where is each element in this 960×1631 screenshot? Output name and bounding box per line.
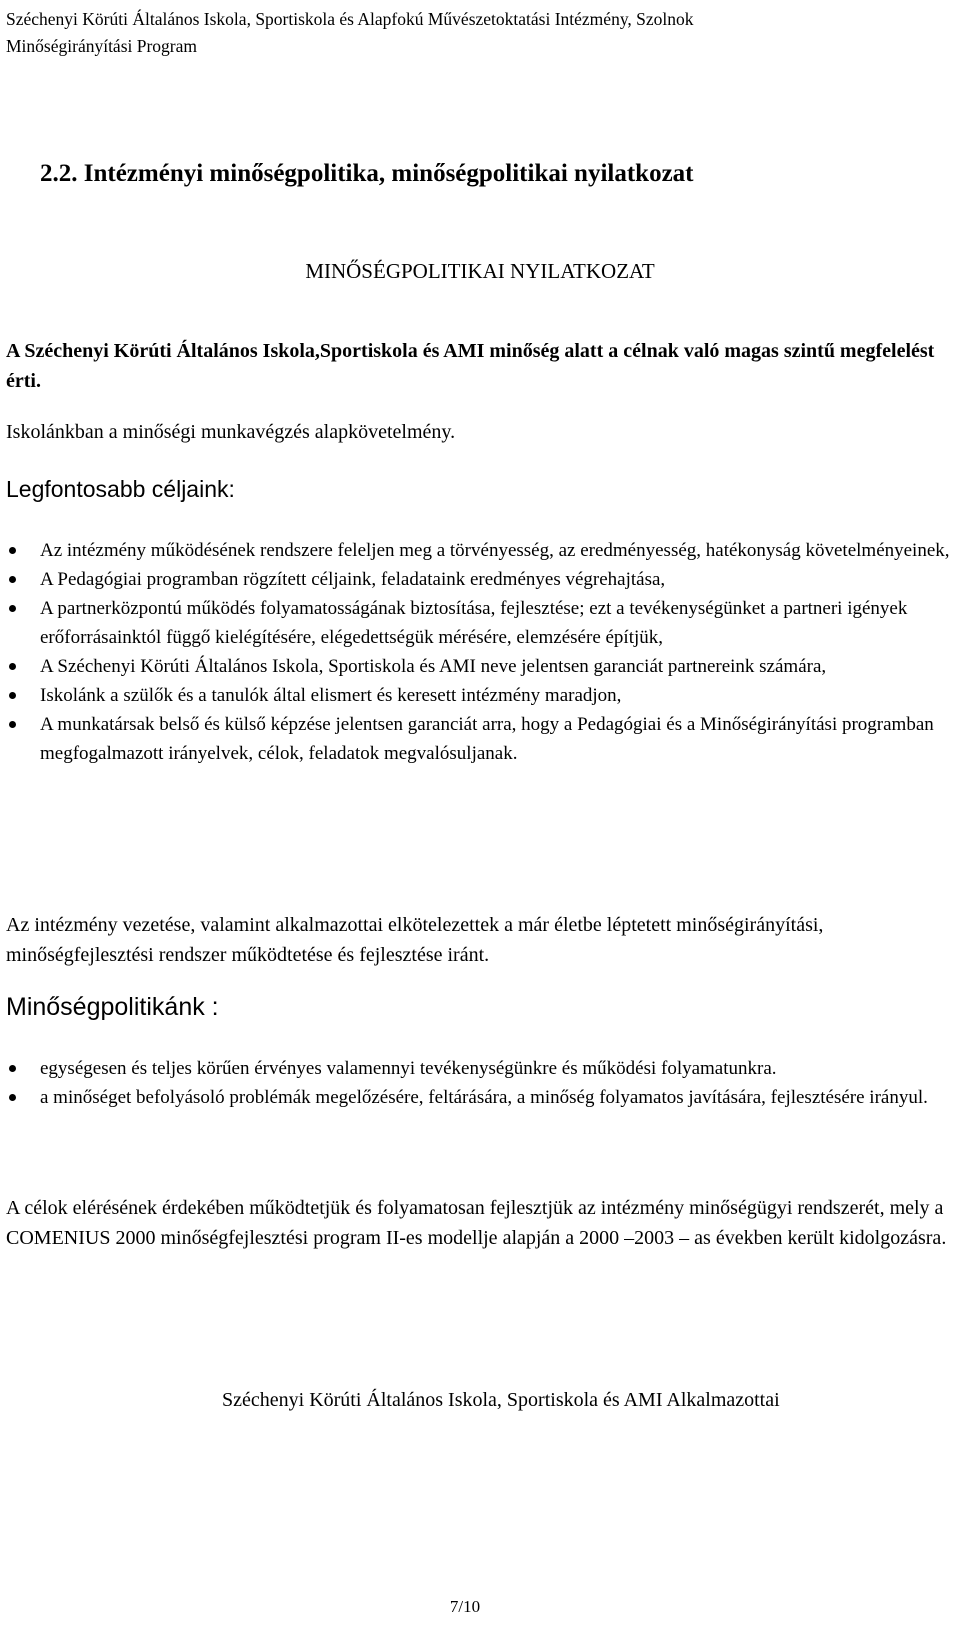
section-title: 2.2. Intézményi minőségpolitika, minőségpolitikai nyilatkozat [40, 160, 694, 187]
list-item [0, 594, 955, 652]
goal-text: A partnerközpontú működés folyamatosságának biztosítása, fejlesztése; ezt a tevékenységünket a partneri igények erőforrásainktól függő kielégítésére, elégedettségük mérésére, elemzésére építjük, [40, 598, 908, 648]
bullet-icon [9, 663, 16, 670]
bullet-icon [9, 692, 16, 699]
list-item [0, 565, 955, 594]
list-item [0, 1054, 955, 1083]
declaration-title: MINŐSÉGPOLITIKAI NYILATKOZAT [305, 259, 655, 283]
bullet-icon [9, 1065, 16, 1072]
intro-plain-paragraph: Iskolánkban a minőségi munkavégzés alapkövetelmény. [6, 421, 456, 443]
bullet-icon [9, 1094, 16, 1101]
policy-heading: Minőségpolitikánk : [6, 993, 219, 1021]
policy-text: egységesen és teljes körűen érvényes valamennyi tevékenységünkre és működési folyamatunkra. [40, 1058, 777, 1079]
list-item [0, 681, 955, 710]
policy-text: a minőséget befolyásoló problémák megelőzésére, feltárására, a minőség folyamatos javítására, fejlesztésére irányul. [40, 1087, 928, 1108]
commitment-paragraph: Az intézmény vezetése, valamint alkalmazottai elkötelezettek a már életbe léptetett minőségirányítási, minőségfejlesztési rendszer működtetése és fejlesztése iránt. [6, 914, 824, 966]
goals-list [0, 536, 955, 768]
header-institution: Széchenyi Körúti Általános Iskola, Sportiskola és Alapfokú Művészetoktatási Intézmény, Szolnok [6, 9, 694, 29]
list-item [0, 536, 955, 565]
closing-paragraph: A célok elérésének érdekében működtetjük és folyamatosan fejlesztjük az intézmény minőségügyi rendszerét, mely a COMENIUS 2000 minőségfejlesztési program II-es modellje alapján a 2000 –2003 – as években került kidolgozásra. [6, 1197, 947, 1249]
bullet-icon [9, 605, 16, 612]
list-item [0, 710, 955, 768]
policy-list [0, 1054, 955, 1112]
goal-text: A Pedagógiai programban rögzített céljaink, feladataink eredményes végrehajtása, [40, 569, 666, 590]
goal-text: Iskolánk a szülők és a tanulók által elismert és keresett intézmény maradjon, [40, 685, 622, 706]
page-number: 7/10 [449, 1597, 481, 1616]
intro-bold-paragraph: A Széchenyi Körúti Általános Iskola,Sportiskola és AMI minőség alatt a célnak való magas szintű megfelelést érti. [6, 340, 935, 392]
list-item [0, 652, 955, 681]
bullet-icon [9, 721, 16, 728]
goals-heading: Legfontosabb céljaink: [6, 476, 235, 502]
signature: Széchenyi Körúti Általános Iskola, Sportiskola és AMI Alkalmazottai [222, 1389, 780, 1411]
bullet-icon [9, 576, 16, 583]
goal-text: Az intézmény működésének rendszere feleljen meg a törvényesség, az eredményesség, hatékonyság követelményeinek, [40, 540, 950, 561]
page-header [6, 6, 946, 60]
header-program: Minőségirányítási Program [6, 36, 198, 56]
goal-text: A munkatársak belső és külső képzése jelentsen garanciát arra, hogy a Pedagógiai és a Minőségirányítási programban megfogalmazott irányelvek, célok, feladatok megvalósuljanak. [40, 714, 934, 764]
list-item [0, 1083, 955, 1112]
bullet-icon [9, 547, 16, 554]
goal-text: A Széchenyi Körúti Általános Iskola, Sportiskola és AMI neve jelentsen garanciát partnereink számára, [40, 656, 827, 677]
